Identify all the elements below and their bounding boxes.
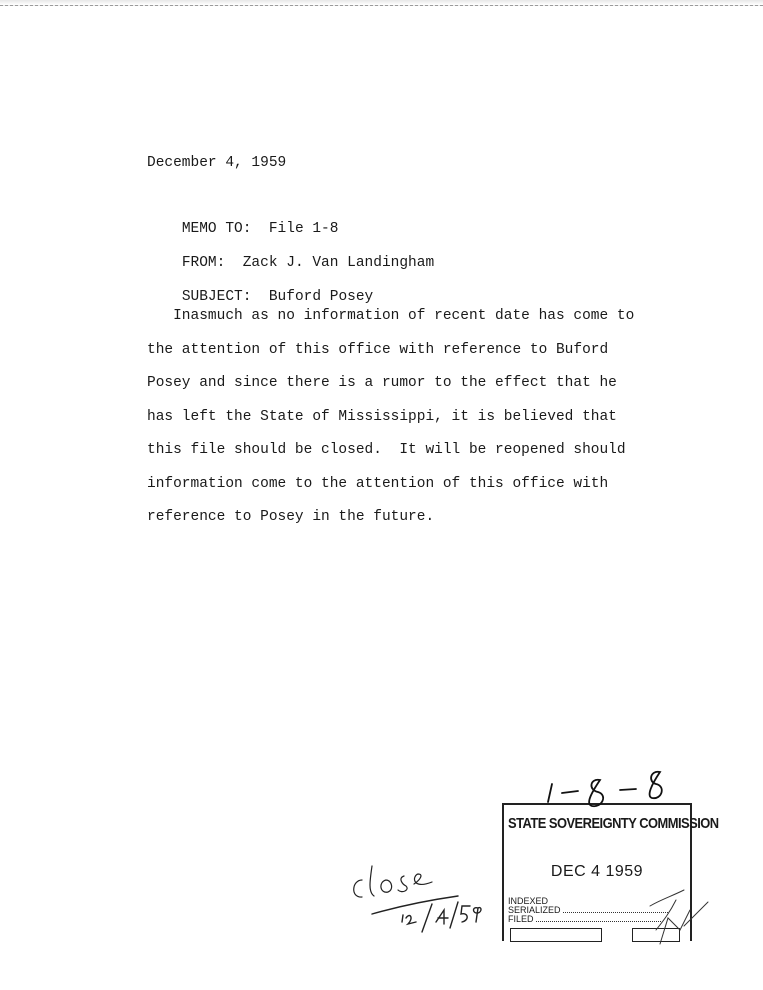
memo-to-value: File 1-8 [268, 221, 339, 237]
handwritten-close [354, 866, 432, 897]
body-line: information come to the attention of this office with [147, 476, 609, 492]
memo-subject-value: Buford Posey [268, 289, 374, 305]
handwritten-date [372, 896, 481, 932]
stamp-date: DEC 4 1959 [550, 863, 644, 880]
memo-from-label: FROM: [181, 255, 226, 271]
body-line: Posey and since there is a rumor to the effect that he [147, 375, 617, 391]
handwritten-file-number [548, 772, 662, 806]
body-line: the attention of this office with reference to Buford [147, 342, 609, 358]
memo-date: December 4, 1959 [147, 155, 287, 171]
stamp-box-left [510, 928, 602, 942]
stamp-indexed-label: INDEXED [508, 896, 549, 906]
page-top-edge [0, 0, 763, 6]
body-line: Inasmuch as no information of recent date has come to [147, 308, 635, 324]
body-line: this file should be closed. It will be reopened should [147, 442, 626, 458]
commission-stamp [502, 803, 719, 941]
body-line: reference to Posey in the future. [147, 509, 435, 525]
stamp-title: STATE SOVEREIGNTY COMMISSION [508, 815, 719, 832]
stamp-box-right [632, 928, 680, 942]
memo-from-value: Zack J. Van Landingham [242, 255, 435, 271]
stamp-serialized-label: SERIALIZED [508, 905, 561, 915]
stamp-filed-row [508, 915, 661, 924]
stamp-filed-label: FILED [508, 914, 534, 924]
memo-subject-label: SUBJECT: [181, 289, 252, 305]
body-line: has left the State of Mississippi, it is believed that [147, 409, 617, 425]
memo-to-label: MEMO TO: [181, 221, 252, 237]
